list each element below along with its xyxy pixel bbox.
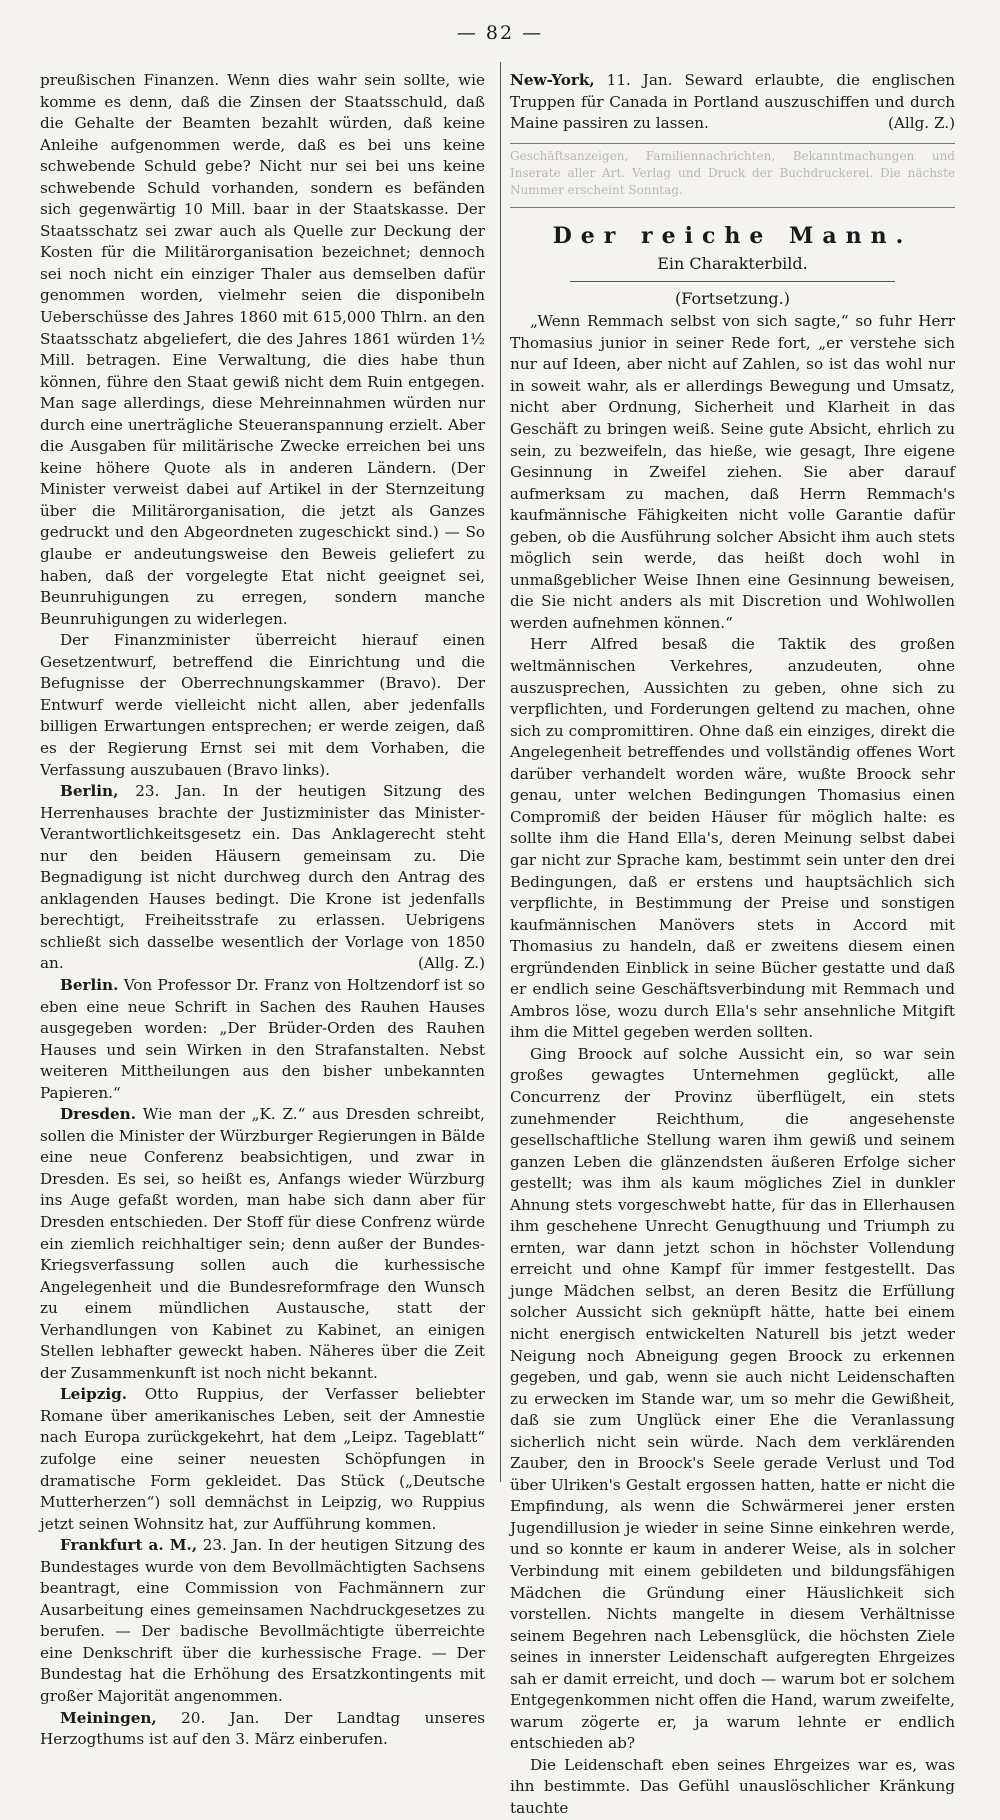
- dateline: Berlin,: [60, 782, 119, 801]
- source-citation: (Allg. Z.): [887, 114, 955, 133]
- serial-paragraph: Herr Alfred besaß die Taktik des großen weltmännischen Verkehres, anzudeuten, ohne auszusprechen, Aussichten zu geben, ohne sich zu verpflichten, und Forderungen geltend zu machen, ohne sich zu compromittiren. Ohne daß ein einziges, direkt die Angelegenheit betreffendes und vollständig offenes Wort darüber verhandelt worden wäre, wußte Broock sehr genau, unter welchen Bedingungen Thomasius einen Compromiß der beiden Häuser für möglich halte: es sollte ihm die Hand Ella's, deren Meinung selbst dabei gar nicht zur Sprache kam, bestimmt sein unter den drei Bedingungen, daß er erstens und hauptsächlich sich verpflichte, in Bestimmung der Preise und sonstigen kaufmännischen Manövers stets in Accord mit Thomasius zu handeln, daß er zweitens diesem einen ergründenden Einblick in seine Bücher gestatte und daß er endlich seine Geschäftsverbindung mit Remmach und Ambros löse, wozu durch Ella's sehr ansehnliche Mitgift ihm die Mittel gegeben werden sollten.: [510, 635, 955, 1042]
- source-citation: (Allg. Z.): [417, 954, 485, 973]
- serial-paragraph: Ging Broock auf solche Aussicht ein, so war sein großes gewagtes Unternehmen geglückt, alle Concurrenz der Provinz überflügelt, ein stets zunehmender Reichthum, die angesehenste gesellschaftliche Stellung waren ihm gewiß und seinem ganzen Leben die glänzendsten äußeren Erfolge sicher gestellt; was ihm als kaum mögliches Ziel in dunkler Ahnung stets vorgeschwebt hatte, für das in Ellerhausen ihm geschehene Unrecht Genugthuung und Triumph zu ernten, war dann jetzt schon in höchster Vollendung erreicht und ohne Kampf für immer festgestellt. Das junge Mädchen selbst, an deren Besitz die Erfüllung solcher Aussicht sich geknüpft hätte, hatte bei einem nicht energisch entwickelten Naturell bis jetzt weder Neigung noch Abneigung gegen Broock zu erkennen gegeben, und gab, wenn sie auch nicht Leidenschaften zu erwecken im Stande war, um so mehr die Gewißheit, daß sie zum Unglück einer Ehe die Veranlassung sicherlich nicht sein würde. Nach dem verklärenden Zauber, den in Broock's Seele gerade Verlust und Tod über Ulriken's Gestalt ergossen hatten, hatte er nicht die Empfindung, als wenn die Schwärmerei jener ersten Jugendillusion je wieder in seine Sinne einkehren werde, und so konnte er kaum in anderer Weise, als in solcher Verbindung mit einem gebildeten und bildungsfähigen Mädchen die Gründung einer Häuslichkeit sich vorstellen. Nichts mangelte in diesem Verhältnisse seinem Begehren nach Lebensglück, die höchsten Ziele seines in innerster Leidenschaft aufgeregten Ehrgeizes sah er damit erreicht, und doch — warum bot er solchem Entgegenkommen nicht offen die Hand, warum zweifelte, warum zögerte er, ja warum lehnte er endlich entschieden ab?: [510, 1044, 955, 1753]
- dateline: Frankfurt a. M.,: [60, 1536, 198, 1555]
- dateline: Leipzig.: [60, 1385, 128, 1404]
- left-column: [40, 70, 485, 1751]
- serial-paragraph: „Wenn Remmach selbst von sich sagte,“ so fuhr Herr Thomasius junior in seiner Rede fort, „er verstehe sich nur auf Ideen, aber nicht auf Zahlen, so ist das wohl nur in soweit wahr, als er allerdings Bewegung und Umsatz, nicht aber Ordnung, Sicherheit und Klarheit in das Geschäft zu bringen weiß. Seine gute Absicht, ehrlich zu sein, zu bezweifeln, das hieße, wie gesagt, Ihre eigene Gesinnung in Zweifel ziehen. Sie aber darauf aufmerksam zu machen, daß Herrn Remmach's kaufmännische Fähigkeiten nicht volle Garantie dafür geben, ob die Ausführung solcher Absicht ihm auch stets möglich sein werde, das heißt doch wohl in unmaßgeblicher Weise Ihnen eine Gesinnung beweisen, die Sie nicht anders als mit Discretion und Wohlwollen werden aufnehmen können.“: [510, 312, 955, 632]
- news-item-meiningen: Meiningen, 20. Jan. Der Landtag unseres Herzogthums ist auf den 3. März einberufen.: [40, 1708, 485, 1749]
- right-column: [510, 70, 955, 1820]
- news-item-berlin-1: Berlin, 23. Jan. In der heutigen Sitzung des Herrenhauses brachte der Justizminister das Minister-Verantwortlichkeitsgesetz ein. Das Anklagerecht steht nur den beiden Häusern gemeinsam zu. Die Begnadigung ist nicht durchweg durch den Antrag des anklagenden Hauses bedingt. Die Krone ist jedenfalls berechtigt, Freiheitsstrafe zu erlassen. Uebrigens schließt sich dasselbe wesentlich der Vorlage von 1850 an. (Allg. Z.): [40, 781, 485, 975]
- subtitle-rule: [570, 281, 895, 282]
- dateline: Dresden.: [60, 1105, 136, 1124]
- bleed-through-text: Geschäftsanzeigen, Familiennachrichten, Bekanntmachungen und Inserate aller Art. Verlag und Druck der Buchdruckerei. Die nächste Nummer erscheint Sonntag.: [510, 148, 955, 197]
- news-item-berlin-2: Berlin. Von Professor Dr. Franz von Holtzendorf ist so eben eine neue Schrift in Sachen des Rauhen Hauses ausgegeben worden: „Der Brüder-Orden des Rauhen Hauses und sein Wirken in den Strafanstalten. Nebst weiteren Mittheilungen aus den bisher unbekannten Papieren.“: [40, 975, 485, 1102]
- serial-title: Der reiche Mann.: [552, 222, 913, 249]
- dateline: Meiningen,: [60, 1708, 157, 1727]
- dateline: New-York,: [510, 71, 595, 89]
- serial-paragraph: Die Leidenschaft eben seines Ehrgeizes war es, was ihn bestimmte. Das Gefühl unauslöschlicher Kränkung tauchte: [510, 1755, 955, 1818]
- dateline: Berlin.: [60, 975, 119, 994]
- page-number: — 82 —: [456, 22, 544, 44]
- news-item-frankfurt: Frankfurt a. M., 23. Jan. In der heutigen Sitzung des Bundestages wurde von dem Bevollmächtigten Sachsens beantragt, eine Commission von Fachmännern zur Ausarbeitung eines gemeinsamen Nachdruckgesetzes zu berufen. — Der badische Bevollmächtigte überreichte eine Denkschrift über die kurhessische Frage. — Der Bundestag hat die Erhöhung des Ersatzkontingents mit großer Majorität angenommen.: [40, 1536, 486, 1706]
- news-item-new-york: New-York, 11. Jan. Seward erlaubte, die englischen Truppen für Canada in Portland auszuschiffen und durch Maine passiren zu lassen. (Allg. Z.): [510, 70, 955, 135]
- news-item-dresden: Dresden. Wie man der „K. Z.“ aus Dresden schreibt, sollen die Minister der Würzburger Regierungen in Bälde eine neue Conferenz beabsichtigen, und zwar in Dresden. Es sei, so heißt es, Anfangs wieder Würzburg ins Auge gefaßt worden, man habe sich dann aber für Dresden entschieden. Der Stoff für diese Confrenz würde ein ziemlich reichhaltiger sein; denn außer der Bundes-Kriegsverfassung sollen auch die kurhessische Angelegenheit und die Bundesreformfrage den Wunsch zu einem mündlichen Austausche, statt der Verhandlungen von Kabinet zu Kabinet, an einigen Stellen lebhafter geweckt haben. Näheres über die Zeit der Zusammenkunft ist noch nicht bekannt.: [40, 1105, 485, 1382]
- section-rule: [510, 207, 955, 208]
- serial-subtitle: Ein Charakterbild.: [657, 254, 808, 274]
- serial-continuation: (Fortsetzung.): [675, 288, 790, 308]
- news-item-leipzig: Leipzig. Otto Ruppius, der Verfasser beliebter Romane über amerikanisches Leben, seit der Amnestie nach Europa zurückgekehrt, hat dem „Leipz. Tageblatt“ zufolge eine seiner neuesten Schöpfungen in dramatische Form gekleidet. Das Stück („Deutsche Mutterherzen“) soll demnächst in Leipzig, wo Ruppius jetzt seinen Wohnsitz hat, zur Aufführung kommen.: [40, 1385, 485, 1533]
- article-paragraph: Der Finanzminister überreicht hierauf einen Gesetzentwurf, betreffend die Einrichtung und die Befugnisse der Oberrechnungskammer (Bravo). Der Entwurf werde vielleicht nicht allen, aber jedenfalls billigen Erwartungen entsprechen; er werde zeigen, daß es der Regierung Ernst sei mit dem Vorhaben, die Verfassung auszubauen (Bravo links).: [40, 631, 485, 779]
- article-paragraph: preußischen Finanzen. Wenn dies wahr sein sollte, wie komme es denn, daß die Zinsen der Staatsschuld, daß die Gehalte der Beamten bezahlt würden, daß keine Anleihe aufgenommen werde, daß es bei uns keine schwebende Schuld gebe? Nicht nur sei bei uns keine schwebende Schuld vorhanden, sondern es befänden sich gegenwärtig 10 Mill. baar in der Staatskasse. Der Staatsschatz sei zwar auch als Quelle zur Deckung der Kosten für die Militärorganisation bezeichnet; dennoch sei noch nicht ein einziger Thaler aus demselben dafür genommen worden, vielmehr seien die disponibeln Ueberschüsse des Jahres 1860 mit 615,000 Thlrn. an den Staatsschatz abgeliefert, die des Jahres 1861 würden 1½ Mill. betragen. Eine Verwaltung, die dies habe thun können, führe den Staat gewiß nicht dem Ruin entgegen. Man sage allerdings, diese Mehreinnahmen würden nur durch eine unerträgliche Steueranspannung erzielt. Aber die Ausgaben für militärische Zwecke erreichen bei uns keine höhere Quote als in anderen Ländern. (Der Minister verweist dabei auf Artikel in der Sternzeitung über die Militärorganisation, die jetzt als Ganzes gedruckt und den Abgeordneten zugeschickt sind.) — So glaube er andeutungsweise den Beweis geliefert zu haben, daß der vorgelegte Etat nicht geeignet sei, Beunruhigungen zu erregen, sondern manche Beunruhigungen zu widerlegen.: [40, 71, 485, 628]
- column-divider: [500, 62, 501, 1482]
- section-rule: [510, 143, 955, 144]
